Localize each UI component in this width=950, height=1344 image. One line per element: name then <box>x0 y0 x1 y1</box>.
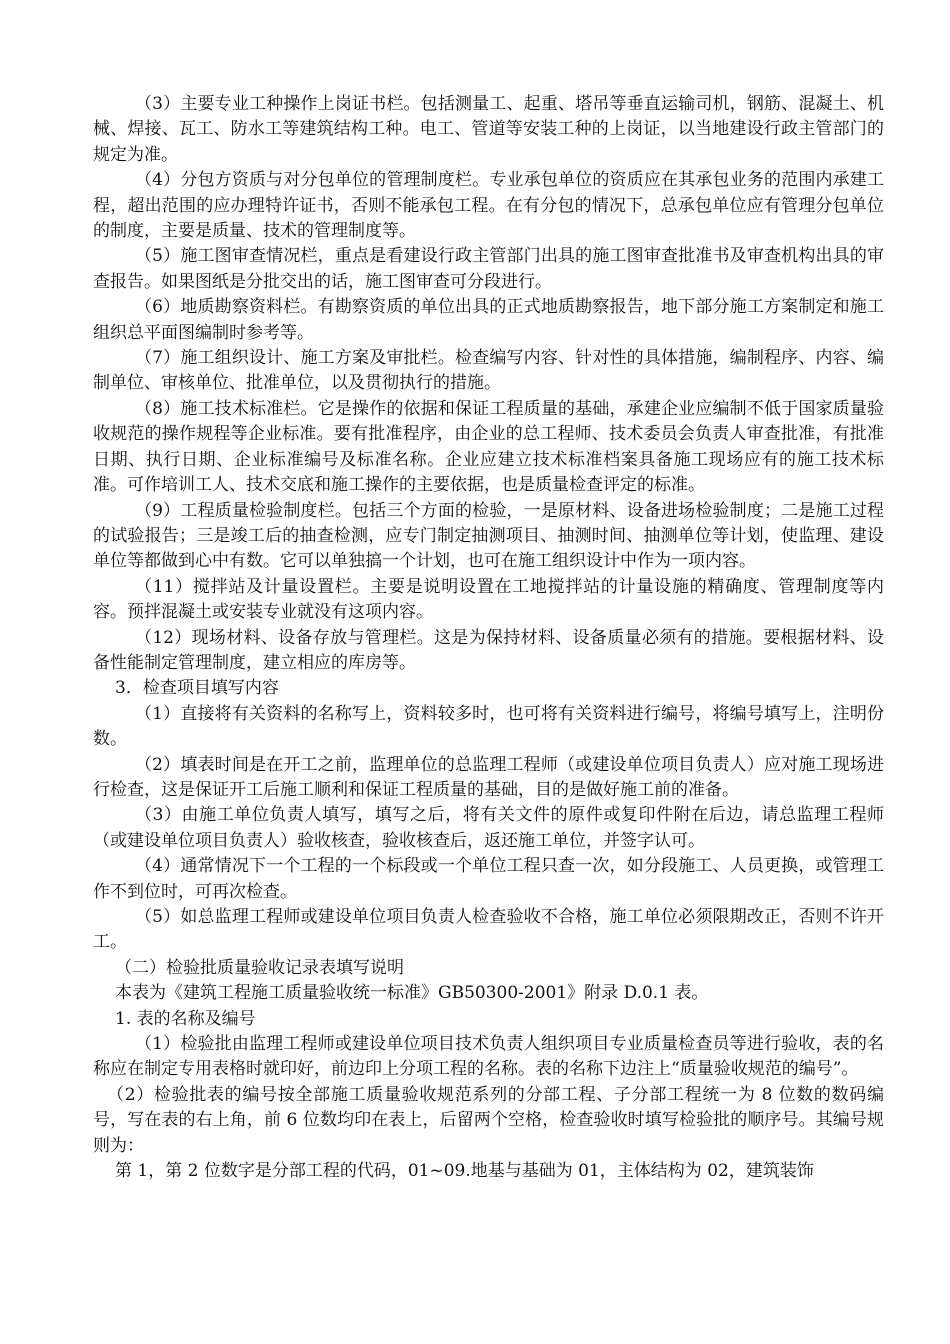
section-heading-er: （二）检验批质量验收记录表填写说明 <box>115 957 404 978</box>
paragraph-item-12: （12）现场材料、设备存放与管理栏。这是为保持材料、设备质量必须有的措施。要根据材料、设备性能制定管理制度，建立相应的库房等。 <box>93 627 884 673</box>
paragraph-item-8: （8）施工技术标准栏。它是操作的依据和保证工程质量的基础，承建企业应编制不低于国家质量验收规范的操作规程等企业标准。要有批准程序，由企业的总工程师、技术委员会负责人审查批准，有批准日期、执行日期、企业标准编号及标准名称。企业应建立技术标准档案具备施工现场应有的施工技术标准。可作培训工人、技术交底和施工操作的主要依据，也是质量检查评定的标准。 <box>93 398 884 496</box>
paragraph-item-3: （3）主要专业工种操作上岗证书栏。包括测量工、起重、塔吊等垂直运输司机，钢筋、混凝土、机械、焊接、瓦工、防水工等建筑结构工种。电工、管道等安装工种的上岗证，以当地建设行政主管部门的规定为准。 <box>93 94 884 165</box>
inspection-batch-item-2: （2）检验批表的编号按全部施工质量验收规范系列的分部工程、子分部工程统一为 8 位数的数码编号，写在表的右上角，前 6 位数均印在表上，后留两个空格，检查验收时填写检验批的顺序号。其编号规则为： <box>93 1084 884 1156</box>
paragraph-item-11: （11）搅拌站及计量设置栏。主要是说明设置在工地搅拌站的计量设施的精确度、管理制度等内容。预拌混凝土或安装专业就没有这项内容。 <box>93 576 884 623</box>
paragraph-item-6: （6）地质勘察资料栏。有勘察资质的单位出具的正式地质勘察报告，地下部分施工方案制定和施工组织总平面图编制时参考等。 <box>93 297 884 343</box>
code-rule-line: 第 1，第 2 位数字是分部工程的代码，01~09.地基与基础为 01，主体结构为 02，建筑装饰 <box>115 1161 814 1182</box>
inspection-batch-item-1: （1）检验批由监理工程师或建设单位项目技术负责人组织项目专业质量检查员等进行验收，表的名称应在制定专用表格时就印好，前边印上分项工程的名称。表的名称下边注上“质量验收规范的编号”。 <box>93 1034 884 1080</box>
paragraph-item-5: （5）施工图审查情况栏，重点是看建设行政主管部门出具的施工图审查批准书及审查机构出具的审查报告。如果图纸是分批交出的话，施工图审查可分段进行。 <box>93 246 884 292</box>
paragraph-item-4: （4）分包方资质与对分包单位的管理制度栏。专业承包单位的资质应在其承包业务的范围内承建工程，超出范围的应办理特许证书，否则不能承包工程。在有分包的情况下，总承包单位应有管理分包单位的制度，主要是质量、技术的管理制度等。 <box>93 170 884 242</box>
subheading-table-name: 1. 表的名称及编号 <box>115 1008 256 1029</box>
standard-reference: 本表为《建筑工程施工质量验收统一标准》GB50300-2001》附录 D.0.1 表。 <box>115 983 709 1004</box>
check-item-1: （1）直接将有关资料的名称写上，资料较多时，也可将有关资料进行编号，将编号填写上，注明份数。 <box>93 703 884 750</box>
check-item-2: （2）填表时间是在开工之前，监理单位的总监理工程师（或建设单位项目负责人）应对施工现场进行检查，这是保证开工后施工顺利和保证工程质量的基础，目的是做好施工前的准备。 <box>93 754 884 800</box>
check-item-3: （3）由施工单位负责人填写，填写之后，将有关文件的原件或复印件附在后边，请总监理工程师（或建设单位项目负责人）验收核查，验收核查后，返还施工单位，并签字认可。 <box>93 805 884 851</box>
section-heading-3: 3．检查项目填写内容 <box>115 678 279 699</box>
paragraph-item-9: （9）工程质量检验制度栏。包括三个方面的检验，一是原材料、设备进场检验制度；二是施工过程的试验报告；三是竣工后的抽查检测，应专门制定抽测项目、抽测时间、抽测单位等计划，使监理、建设单位等都做到心中有数。它可以单独搞一个计划，也可在施工组织设计中作为一项内容。 <box>93 500 884 572</box>
check-item-5: （5）如总监理工程师或建设单位项目负责人检查验收不合格，施工单位必须限期改正，否则不许开工。 <box>93 907 884 953</box>
check-item-4: （4）通常情况下一个工程的一个标段或一个单位工程只查一次，如分段施工、人员更换，或管理工作不到位时，可再次检查。 <box>93 856 884 902</box>
paragraph-item-7: （7）施工组织设计、施工方案及审批栏。检查编写内容、针对性的具体措施，编制程序、内容、编制单位、审核单位、批准单位，以及贯彻执行的措施。 <box>93 348 884 394</box>
